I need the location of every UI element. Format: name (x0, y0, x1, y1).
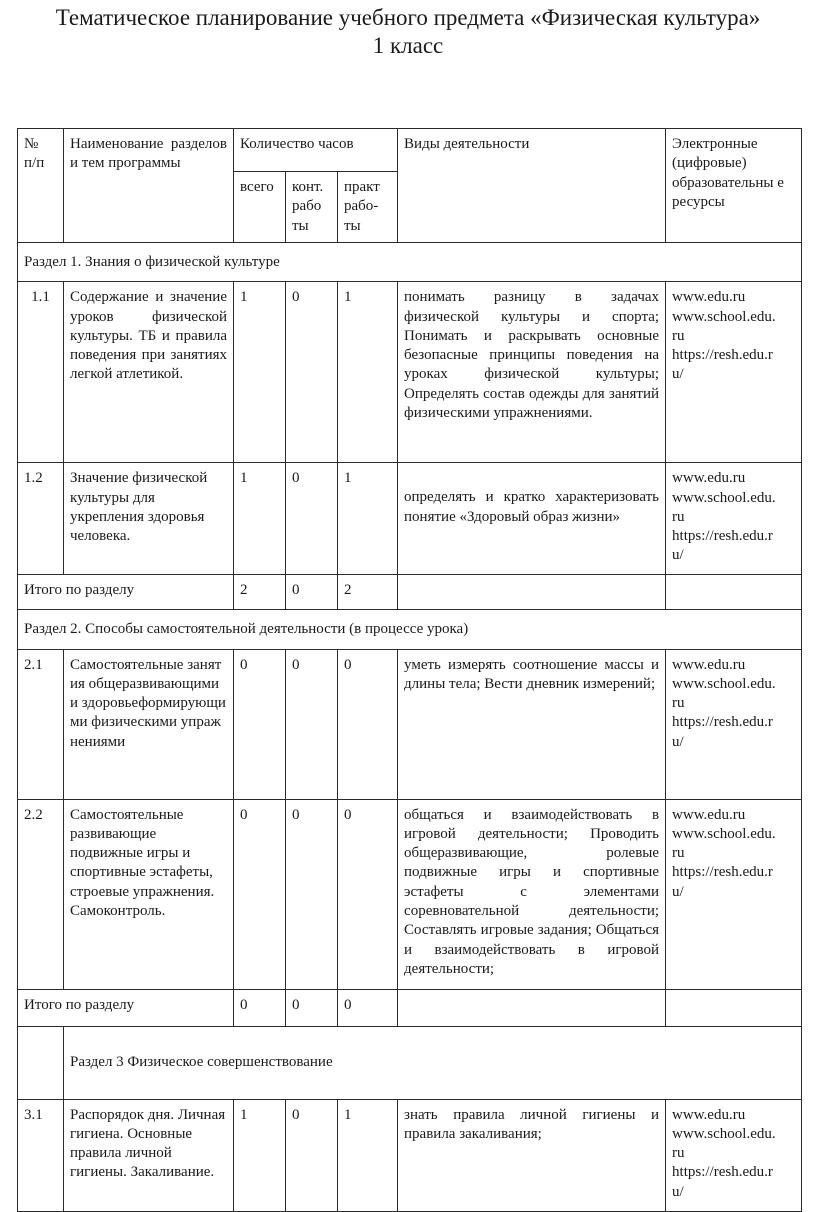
row-practice: 0 (338, 799, 398, 989)
title-line-2: 1 класс (372, 33, 444, 58)
resource-link: ru (672, 508, 685, 525)
section-row (18, 610, 802, 649)
row-num: 1.1 (18, 282, 64, 463)
total-label: Итого по разделу (18, 575, 234, 610)
header-total: всего (234, 172, 286, 243)
row-control: 0 (286, 799, 338, 989)
table-row (18, 1099, 802, 1211)
total-activities (398, 989, 666, 1026)
header-control: конт. рабо ты (286, 172, 338, 243)
resource-link: u/ (672, 1183, 684, 1200)
document-title (0, 4, 816, 60)
resource-link: www.edu.ru (672, 289, 746, 306)
row-practice: 0 (338, 649, 398, 799)
resource-link: u/ (672, 547, 684, 564)
table-row (18, 649, 802, 799)
resource-link: ru (672, 1145, 685, 1162)
row-practice: 1 (338, 463, 398, 575)
resource-link: www.edu.ru (672, 1106, 746, 1123)
resource-link: www.edu.ru (672, 470, 746, 487)
row-resources (666, 282, 802, 463)
section-title: Раздел 1. Знания о физической культуре (18, 243, 802, 282)
header-hours: Количество часов (234, 129, 398, 172)
total-resources (666, 989, 802, 1026)
section-title: Раздел 2. Способы самостоятельной деятельности (в процессе урока) (18, 610, 802, 649)
resource-link: u/ (672, 733, 684, 750)
row-resources (666, 799, 802, 989)
resource-link: www.school.edu. (672, 825, 776, 842)
row-num: 3.1 (18, 1099, 64, 1211)
resource-link: https://resh.edu.r (672, 347, 773, 364)
section-num-empty (18, 1026, 64, 1099)
total-control: 0 (286, 989, 338, 1026)
row-total: 0 (234, 649, 286, 799)
row-name: Распорядок дня. Личная гигиена. Основные правила личной гигиены. Закаливание. (64, 1099, 234, 1211)
header-name: Наименование разделов и тем программы (64, 129, 234, 243)
resource-link: www.school.edu. (672, 1125, 776, 1142)
header-row (18, 129, 802, 172)
planning-table (17, 128, 802, 1212)
total-practice: 0 (338, 989, 398, 1026)
title-line-1: Тематическое планирование учебного предмета «Физическая культура» (55, 5, 761, 30)
total-control: 0 (286, 575, 338, 610)
total-total: 2 (234, 575, 286, 610)
row-practice: 1 (338, 282, 398, 463)
total-row (18, 989, 802, 1026)
resource-link: www.school.edu. (672, 675, 776, 692)
row-activities: уметь измерять соотношение массы и длины тела; Вести дневник измерений; (398, 649, 666, 799)
resource-link: www.school.edu. (672, 489, 776, 506)
header-practice: практ рабо-ты (338, 172, 398, 243)
resource-link: ru (672, 845, 685, 862)
section-title: Раздел 3 Физическое совершенствование (64, 1026, 802, 1099)
total-practice: 2 (338, 575, 398, 610)
row-total: 1 (234, 1099, 286, 1211)
row-activities: общаться и взаимодействовать в игровой деятельности; Проводить общеразвивающие, ролевые подвижные игры и спортивные эстафеты с элементами соревновательной деятельности; Составлять игровые задания; Общаться и взаимодействовать в игровой деятельности; (398, 799, 666, 989)
row-activities (398, 463, 666, 575)
row-total: 1 (234, 282, 286, 463)
row-name: Самостоятельные развивающие подвижные игры и спортивные эстафеты, строевые упражнения. Самоконтроль. (64, 799, 234, 989)
table-row (18, 282, 802, 463)
total-activities (398, 575, 666, 610)
resource-link: u/ (672, 883, 684, 900)
row-resources (666, 463, 802, 575)
row-total: 1 (234, 463, 286, 575)
row-activities: знать правила личной гигиены и правила закаливания; (398, 1099, 666, 1211)
row-control: 0 (286, 463, 338, 575)
header-resources: Электронные (цифровые) образовательны е ресурсы (666, 129, 802, 243)
resource-link: u/ (672, 366, 684, 383)
header-activities: Виды деятельности (398, 129, 666, 243)
row-name: Значение физической культуры для укрепления здоровья человека. (64, 463, 234, 575)
row-control: 0 (286, 649, 338, 799)
total-label: Итого по разделу (18, 989, 234, 1026)
row-num: 2.2 (18, 799, 64, 989)
table-row (18, 799, 802, 989)
row-total: 0 (234, 799, 286, 989)
resource-link: www.school.edu. (672, 308, 776, 325)
row-practice: 1 (338, 1099, 398, 1211)
total-total: 0 (234, 989, 286, 1026)
row-num: 1.2 (18, 463, 64, 575)
resource-link: https://resh.edu.r (672, 714, 773, 731)
row-control: 0 (286, 282, 338, 463)
section-row (18, 1026, 802, 1099)
activities-text: определять и кратко характеризовать понятие «Здоровый образ жизни» (404, 489, 660, 525)
resource-link: ru (672, 327, 685, 344)
resource-link: https://resh.edu.r (672, 864, 773, 881)
total-resources (666, 575, 802, 610)
resource-link: https://resh.edu.r (672, 1164, 773, 1181)
row-resources (666, 1099, 802, 1211)
resource-link: https://resh.edu.r (672, 528, 773, 545)
header-num: № п/п (18, 129, 64, 243)
row-name: Самостоятельные занятия общеразвивающими и здоровьеформирующими физическими упражнениями (64, 649, 234, 799)
resource-link: www.edu.ru (672, 806, 746, 823)
row-num: 2.1 (18, 649, 64, 799)
resource-link: www.edu.ru (672, 656, 746, 673)
row-name: Содержание и значение уроков физической культуры. ТБ и правила поведения при занятиях легкой атлетикой. (64, 282, 234, 463)
row-control: 0 (286, 1099, 338, 1211)
table-row (18, 463, 802, 575)
section-row (18, 243, 802, 282)
resource-link: ru (672, 695, 685, 712)
row-activities: понимать разницу в задачах физической культуры и спорта; Понимать и раскрывать основные безопасные принципы поведения на уроках физической культуры; Определять состав одежды для занятий физическими упражнениями. (398, 282, 666, 463)
total-row (18, 575, 802, 610)
row-resources (666, 649, 802, 799)
